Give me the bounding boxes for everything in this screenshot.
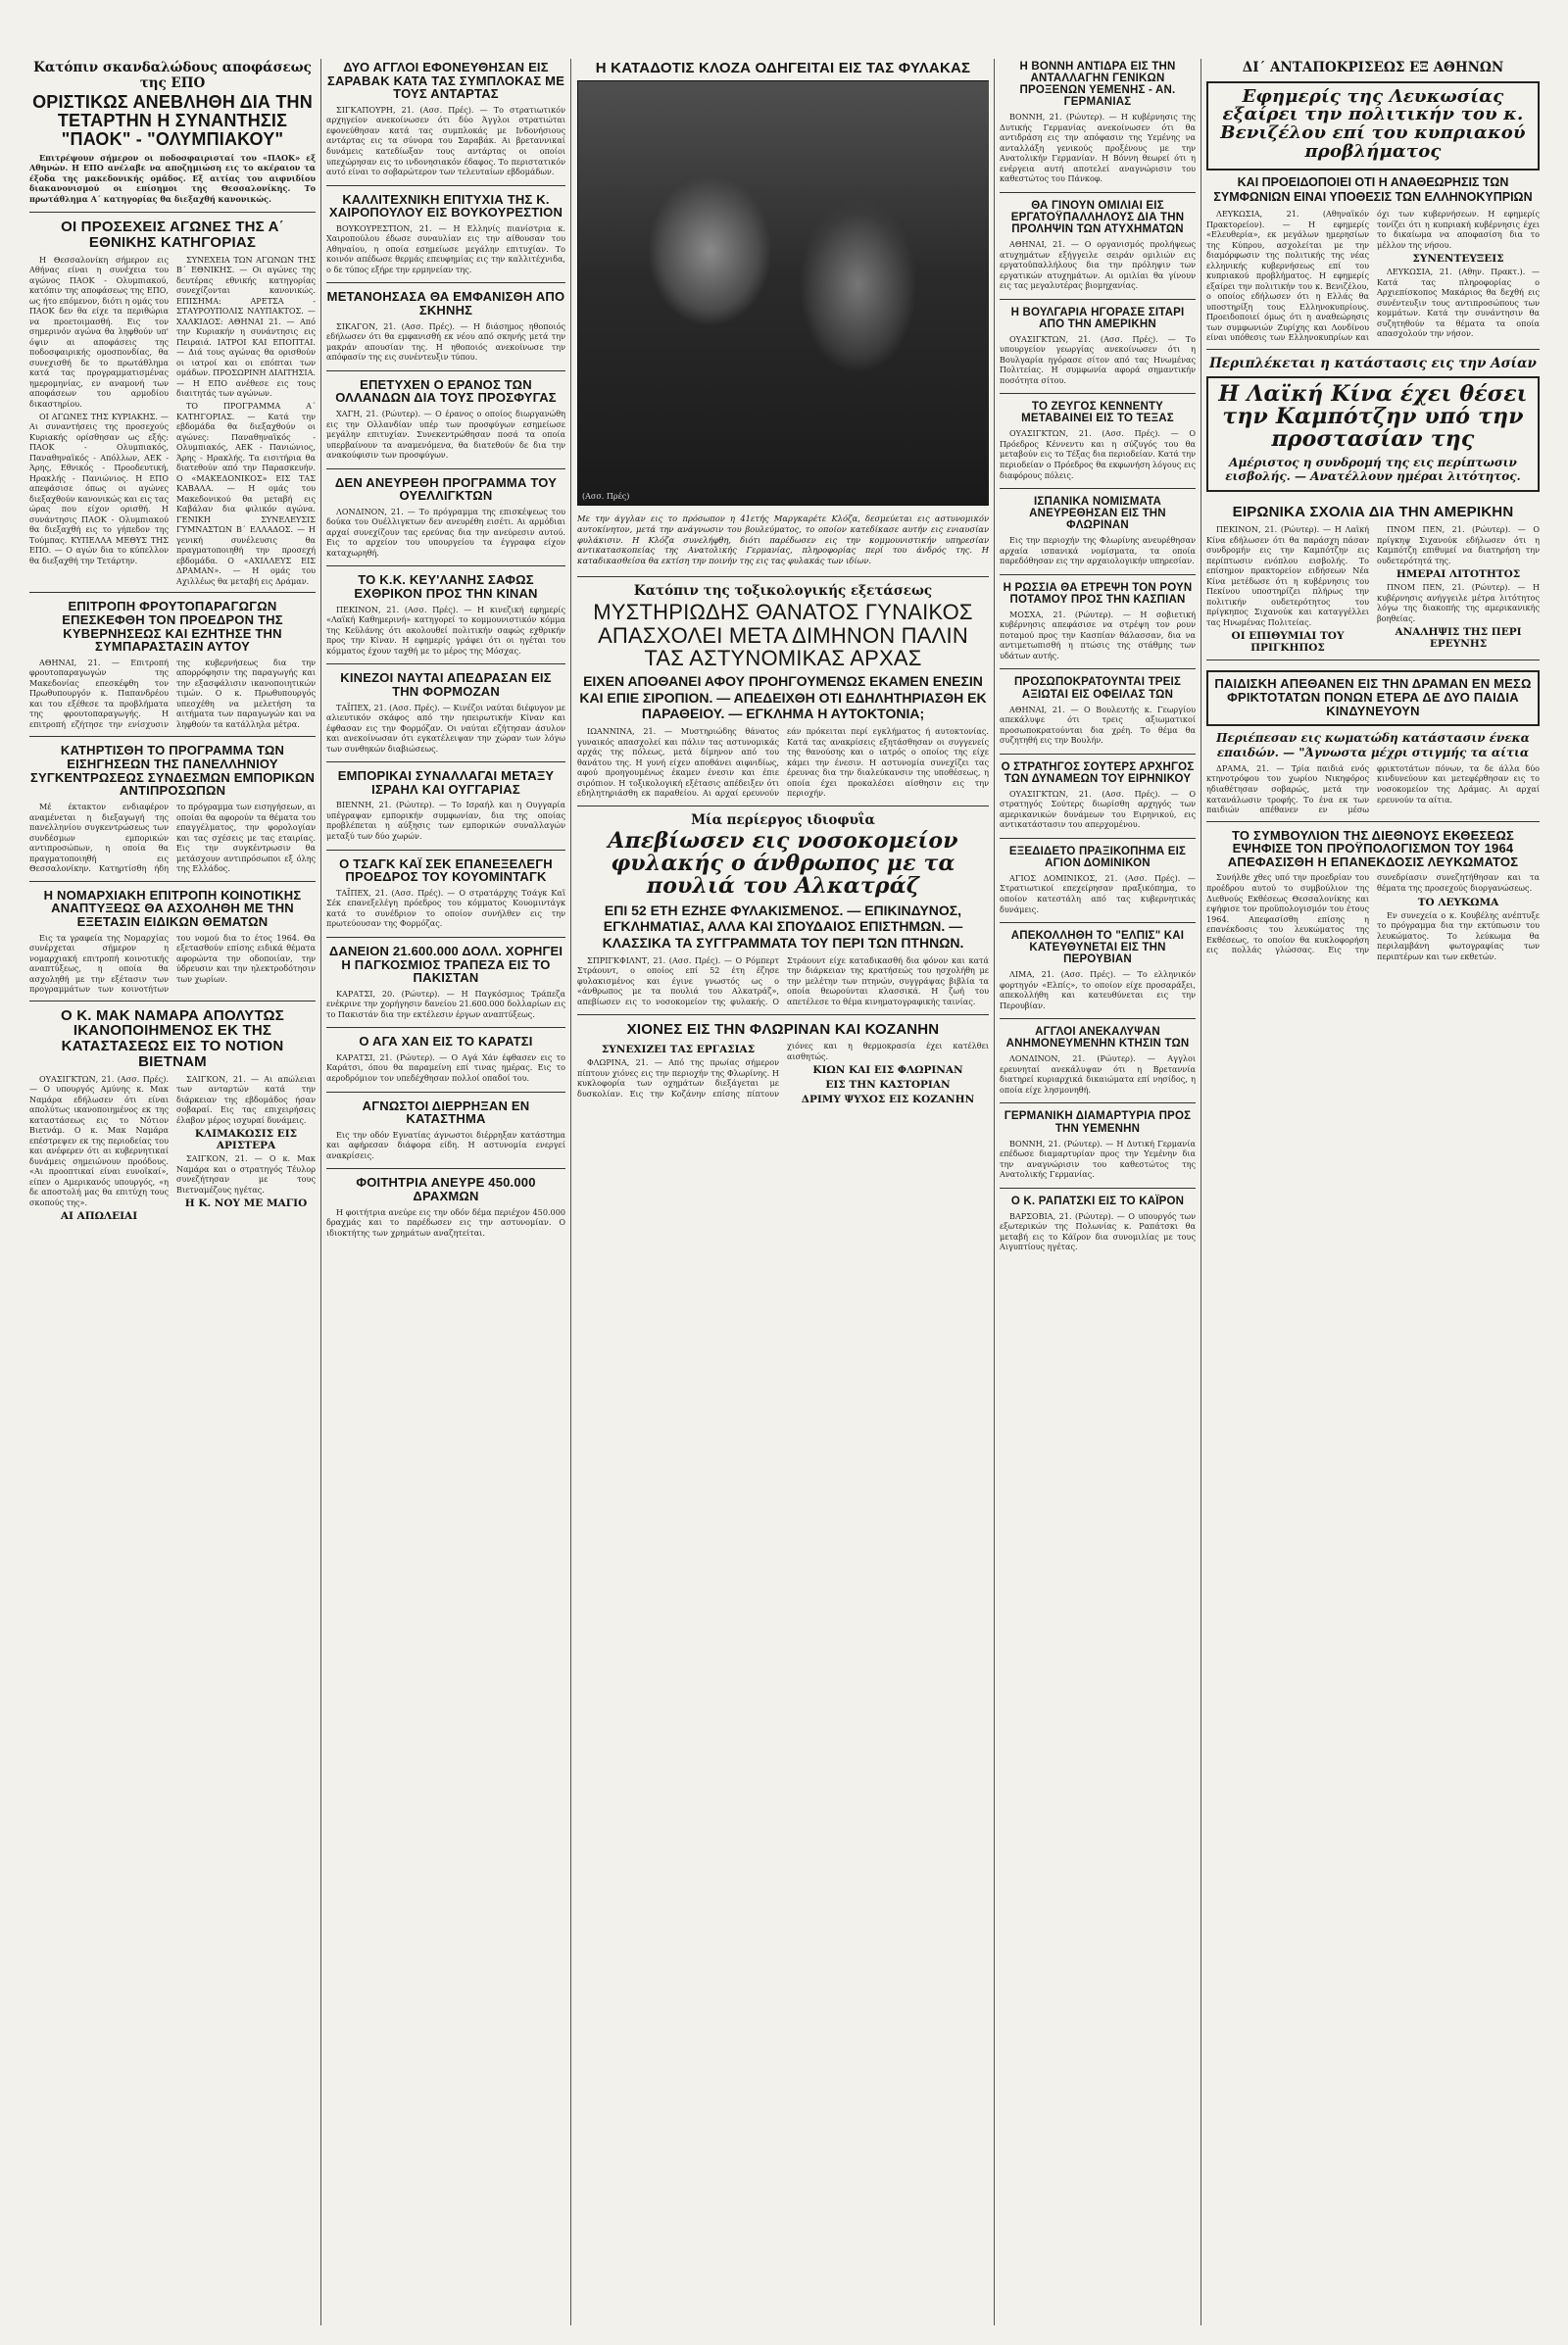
article-body: ΜΟΣΧΑ, 21. (Ρώυτερ). — Η σοβιετική κυβέρνησις απεφάσισε να στρέψη τον ρουν ποταμού προς την Κασπίαν θάλασσαν, δια να αντιμετωπισθή η πτώσις της στάθμης των υδάτων αυτής.	[1000, 609, 1196, 660]
article-body: ΟΥΑΣΙΓΚΤΩΝ, 21. (Ασσ. Πρές). — Ο υπουργός Αμύνης κ. Μακ Ναμάρα εδήλωσεν ότι είναι απολύτως ικανοποιημένος εκ της καταστάσεως εις το Νότιον Βιετνάμ. Ο κ. Μακ Ναμάρα επέστρεψεν εκ της περιοδείας του και ανέφερεν ότι αι κυβερνητικαί δυνάμεις σημειώνουν προόδους. «Αι προοπτικαί είναι ευνοϊκαί», είπεν ο Αμερικανός υπουργός, «η δε αποστολή μας θα επιτύχη τους σκοπούς της».	[29, 1073, 169, 1207]
deck: Αμέριστος η συνδρομή της εις περίπτωσιν εισβολής. — Ανατέλλουν ημέραι λιτότητος.	[1225, 455, 1521, 483]
column-3	[577, 59, 989, 2331]
headline: ΤΟ ΖΕΥΓΟΣ ΚΕΝΝΕΝΤΥ ΜΕΤΑΒΑΙΝΕΙ ΕΙΣ ΤΟ ΤΕΞΑΣ	[1021, 401, 1174, 425]
headline: ΔΕΝ ΑΝΕΥΡΕΘΗ ΠΡΟΓΡΑΜΜΑ ΤΟΥ ΟΥΕΛΛΙΓΚΤΩΝ	[334, 474, 558, 504]
article-officers-debts	[1000, 674, 1196, 747]
headline: Η ΝΟΜΑΡΧΙΑΚΗ ΕΠΙΤΡΟΠΗ ΚΟΙΝΟΤΙΚΗΣ ΑΝΑΠΤΥΞΕΩΣ ΘΑ ΑΣΧΟΛΗΘΗ ΜΕ ΤΗΝ ΕΞΕΤΑΣΙΝ ΕΙΔΙΚΩΝ ΘΕΜΑΤΩΝ	[43, 887, 302, 929]
divider	[1000, 1018, 1196, 1019]
headline: ΕΠΙΤΡΟΠΗ ΦΡΟΥΤΟΠΑΡΑΓΩΓΩΝ ΕΠΕΣΚΕΦΘΗ ΤΟΝ ΠΡΟΕΔΡΟΝ ΤΗΣ ΚΥΒΕΡΝΗΣΕΩΣ ΚΑΙ ΕΖΗΤΗΣΕ ΤΗΝ ΣΥΜΠΑΡΑΣΤΑΣΙΝ ΑΥΤΟΥ	[62, 599, 283, 655]
article-ironic-comments	[1206, 503, 1540, 654]
article-body: Η Θεσσαλονίκη σήμερον εις Αθήνας είναι η συνέχεια του αγώνος ΠΑΟΚ - Ολυμπιακού, κατόπιν της αποφάσεως της ΕΠΟ, ως ήτο επόμενον, διότι η ομάς του ΠΑΟΚ δεν θα είχε τα περιθώρια να προετοιμασθή. Εις τον σημερινόν αγώνα θα ληφθούν υπ' όψιν αι αποφάσεις της ποδοσφαιρικής ομοσπονδίας, θα συνεχισθή δε το πρωτάθλημα κατά τας προγραμματισμένας ημερομηνίας, εν αναμονή των αποφάσεων του αρμοδίου δικαστηρίου.	[29, 254, 169, 409]
headline: Απεβίωσεν εις νοσοκομείον φυλακής ο άνθρωπος με τα πουλιά του Αλκατράζ	[608, 828, 958, 900]
article-columns	[29, 933, 316, 995]
article-national-category	[29, 218, 316, 586]
headline: ΔΑΝΕΙΟΝ 21.600.000 ΔΟΛΛ. ΧΟΡΗΓΕΙ Η ΠΑΓΚΟΣΜΙΟΣ ΤΡΑΠΕΖΑ ΕΙΣ ΤΟ ΠΑΚΙΣΤΑΝ	[328, 943, 564, 986]
article-bonn-yemen	[1000, 59, 1196, 186]
divider	[326, 565, 565, 566]
subheading: Η Κ. ΝΟΥ ΜΕ ΜΑΓΙΟ	[184, 1197, 308, 1210]
headline: Η ΚΑΤΑΔΟΤΙΣ ΚΛΟΖΑ ΟΔΗΓΕΙΤΑΙ ΕΙΣ ΤΑΣ ΦΥΛΑΚΑΣ	[595, 60, 971, 76]
kicker: Μία περίεργος ιδιοφυΐα	[691, 811, 875, 828]
article-body: ΒΟΥΚΟΥΡΕΣΤΙΟΝ, 21. — Η Ελληνίς πιανίστρια κ. Χαιροπούλου έδωσε συναυλίαν εις την αίθουσαν του Αθηναίου, η οποία εσημείωσε μεγάλην επιτυχίαν. Το κοινόν απέδωσε θερμάς επευφημίας εις την καλλιτέχνιδα, ο δε τύπος εξήρε την ερμηνείαν της.	[326, 222, 565, 274]
headline: ΠΑΙΔΙΣΚΗ ΑΠΕΘΑΝΕΝ ΕΙΣ ΤΗΝ ΔΡΑΜΑΝ ΕΝ ΜΕΣΩ ΦΡΙΚΤΟΤΑΤΩΝ ΠΟΝΩΝ ΕΤΕΡΑ ΔΕ ΔΥΟ ΠΑΙΔΙΑ ΚΙΝΔΥΝΕΥΟΥΝ	[1214, 676, 1532, 718]
divider	[1000, 393, 1196, 394]
subheading: ΗΜΕΡΑΙ ΛΙΤΟΤΗΤΟΣ	[1396, 568, 1521, 581]
divider	[326, 663, 565, 664]
article-body: ΒΙΕΝΝΗ, 21. (Ρώυτερ). — Το Ισραήλ και η Ουγγαρία υπέγραψαν εμπορικήν συμφωνίαν, δια της οποίας προβλέπεται η αύξησις των εμπορικών συναλλαγών μεταξύ των δύο χωρών.	[326, 800, 565, 841]
photo-credit: (Ασσ. Πρές)	[582, 491, 630, 501]
article-body: ΛΕΥΚΩΣΙΑ, 21. (Αθην. Πρακτ.). — Κατά τας πληροφορίας ο Αρχιεπίσκοπος Μακάριος θα δεχθή εις συνέντευξιν τους αντιπροσώπους των κομμάτων. Κατά την συνάντησιν θα συζητηθούν τα θέματα τα οποία απασχολούν την νήσον.	[1377, 267, 1540, 339]
divider	[1000, 574, 1196, 575]
article-columns	[577, 955, 989, 1008]
headline: ΦΟΙΤΗΤΡΙΑ ΑΝΕΥΡΕ 450.000 ΔΡΑΧΜΩΝ	[356, 1175, 536, 1203]
deck: Περιέπεσαν εις κωματώδη κατάστασιν ένεκα επαιδών. — "Άγνωστα μέχρι στιγμής τα αίτια	[1216, 731, 1530, 759]
headline: Ο Κ. ΜΑΚ ΝΑΜΑΡΑ ΑΠΟΛΥΤΩΣ ΙΚΑΝΟΠΟΙΗΜΕΝΟΣ ΕΚ ΤΗΣ ΚΑΤΑΣΤΑΣΕΩΣ ΕΙΣ ΤΟ ΝΟΤΙΟΝ ΒΙΕΤΝΑΜ	[61, 1006, 284, 1070]
article-dutch-refugees	[326, 376, 565, 463]
headline: ΟΙ ΠΡΟΣΕΧΕΙΣ ΑΓΩΝΕΣ ΤΗΣ Α΄ ΕΘΝΙΚΗΣ ΚΑΤΗΓΟΡΙΑΣ	[61, 219, 284, 252]
headline: ΑΓΝΩΣΤΟΙ ΔΙΕΡΡΗΞΑΝ ΕΝ ΚΑΤΑΣΤΗΜΑ	[362, 1098, 530, 1127]
divider	[1000, 1188, 1196, 1189]
article-body: ΑΘΗΝΑΙ, 21. — Επιτροπή φρουτοπαραγωγών της Μακεδονίας επεσκέφθη τον Πρωθυπουργόν κ. Παπανδρέου και του εξέθεσε τα προβλήματα της φρουτοπαραγωγής. Η επιτροπή εζήτησε την ενίσχυσιν της κυβερνήσεως δια την απορρόφησιν της παραγωγής και την εξασφάλισιν ικανοποιητικών τιμών. Ο κ. Πρωθυπουργός υπεσχέθη να μελετήση τα αιτήματα των παραγωγών και να ληφθούν τα κατάλληλα μέτρα.	[29, 657, 316, 729]
column-rule	[1200, 59, 1201, 2325]
article-kloza-photo	[577, 59, 989, 570]
article-community-development	[29, 887, 316, 995]
headline: Η ΒΟΝΝΗ ΑΝΤΙΔΡΑ ΕΙΣ ΤΗΝ ΑΝΤΑΛΛΑΓΗΝ ΓΕΝΙΚΩΝ ΠΡΟΞΕΝΩΝ ΥΕΜΕΝΗΣ - ΑΝ. ΓΕΡΜΑΝΙΑΣ	[1019, 61, 1176, 109]
article-body: ΣΑΙΓΚΟΝ, 21. — Ο κ. Μακ Ναμάρα και ο στρατηγός Τέυλορ συνεζήτησαν με τους Βιετναμέζους ηγέτας.	[176, 1153, 316, 1195]
article-body: ΣΥΝΕΧΕΙΑ ΤΩΝ ΑΓΩΝΩΝ ΤΗΣ Β΄ ΕΘΝΙΚΗΣ. — Οι αγώνες της δευτέρας εθνικής κατηγορίας συνεχίζονται κανονικώς. ΕΠΙΣΗΜΑ: ΑΡΕΤΣΑ - ΣΤΑΥΡΟΥΠΟΛΙΣ ΝΑΥΠΑΚΤΟΣ. — ΧΑΛΚΙΔΟΣ: ΑΘΗΝΑΙ 21. — Από την Κυριακήν η συνάντησις εις Πειραιά. ΙΑΤΡΟΙ ΚΑΙ ΕΠΟΠΤΑΙ. — Διά τους αγώνας θα ορισθούν οι ιατροί και οι επόπται των ομάδων. ΠΡΟΣΩΡΙΝΗ ΔΙΑΙΤΗΣΙΑ. — Η ΕΠΟ ανέθεσε εις τους διαιτητάς των αγώνων.	[176, 254, 316, 399]
divider	[29, 592, 316, 593]
kicker: Κατόπιν σκανδαλώδους αποφάσεως της ΕΠΟ	[33, 60, 312, 91]
article-student-found-money	[326, 1174, 565, 1240]
article-body: ΣΑΙΓΚΟΝ, 21. — Αι απώλειαι των ανταρτών κατά την διάρκειαν της εβδομάδος ήσαν σοβαραί. Εις τας επιχειρήσεις έλαβον μέρος ισχυραί δυνάμεις.	[176, 1073, 316, 1125]
headline: ΓΕΡΜΑΝΙΚΗ ΔΙΑΜΑΡΤΥΡΙΑ ΠΡΟΣ ΤΗΝ ΥΕΜΕΝΗΝ	[1004, 1110, 1192, 1135]
article-trade-reps	[29, 742, 316, 874]
article-china-cambodia	[1206, 355, 1540, 498]
article-body: ΧΑΓΗ, 21. (Ρώυτερ). — Ο έρανος ο οποίος διωργανώθη εις την Ολλανδίαν υπέρ των προσφύγων εσημείωσε μεγάλην επιτυχίαν. Συνεκεντρώθησαν ποσά τα οποία υπερβαίνουν τα αναμενόμενα, θα διατεθούν δε δια την ανακούφισιν των προσφύγων.	[326, 409, 565, 461]
kicker: ΔΙ΄ ΑΝΤΑΠΟΚΡΙΣΕΩΣ ΕΞ ΑΘΗΝΩΝ	[1242, 60, 1504, 75]
article-columns	[29, 802, 316, 875]
article-body: ΤΑΪΠΕΧ, 21. (Ασσ. Πρές). — Ο στρατάρχης Τσάγκ Καϊ Σέκ επανεξελέγη πρόεδρος του κόμματος Κουομιντάγκ κατά το συνέδριον το οποίον συνήλθεν εις την πρωτεύουσαν της Φορμόζας.	[326, 887, 565, 929]
divider	[1206, 821, 1540, 822]
article-columns	[577, 726, 989, 800]
divider	[1000, 922, 1196, 923]
divider	[1000, 299, 1196, 300]
divider	[1000, 488, 1196, 489]
headline: ΔΥΟ ΑΓΓΛΟΙ ΕΦΟΝΕΥΘΗΣΑΝ ΕΙΣ ΣΑΡΑΒΑΚ ΚΑΤΑ ΤΑΣ ΣΥΜΠΛΟΚΑΣ ΜΕ ΤΟΥΣ ΑΝΤΑΡΤΑΣ	[326, 60, 565, 102]
headline: ΕΠΕΤΥΧΕΝ Ο ΕΡΑΝΟΣ ΤΩΝ ΟΛΛΑΝΔΩΝ ΔΙΑ ΤΟΥΣ ΠΡΟΣΦΥΓΑΣ	[335, 376, 557, 406]
headline: ΜΥΣΤΗΡΙΩΔΗΣ ΘΑΝΑΤΟΣ ΓΥΝΑΙΚΟΣ ΑΠΑΣΧΟΛΕΙ ΜΕΤΑ ΔΙΜΗΝΟΝ ΠΑΛΙΝ ΤΑΣ ΑΣΤΥΝΟΜΙΚΑΣ ΑΡΧΑΣ	[593, 600, 973, 670]
divider	[1206, 349, 1540, 350]
subheading: ΣΥΝΕΝΤΕΥΞΕΙΣ	[1412, 253, 1504, 266]
headline: ΤΟ Κ.Κ. ΚΕΥ'ΛΑΝΗΣ ΣΑΦΩΣ ΕΧΘΡΙΚΟΝ ΠΡΟΣ ΤΗΝ ΚΙΝΑΝ	[354, 572, 538, 602]
subheading: ΚΙΩΝ ΚΑΙ ΕΙΣ ΦΛΩΡΙΝΑΝ	[812, 1064, 963, 1077]
divider	[29, 1001, 316, 1002]
article-body: Η φοιτήτρια ανεύρε εις την οδόν δέμα περιέχον 450.000 δραχμάς και το παρέδωσεν εις την αστυνομίαν. Ο ιδιοκτήτης των χρημάτων αναζητείται.	[326, 1206, 565, 1238]
article-body: ΑΘΗΝΑΙ, 21. — Ο Βουλευτής κ. Γεωργίου απεκάλυψε ότι τρεις αξιωματικοί προσωποκρατούνται δια χρέη. Το θέμα θα συζητηθή εις την Βουλήν.	[1000, 704, 1196, 746]
divider	[29, 736, 316, 737]
headline: ΑΓΓΛΟΙ ΑΝΕΚΑΛΥΨΑΝ ΑΝΗΜΟΝΕΥΜΕΝΗΝ ΚΤΗΣΙΝ ΤΩΝ	[1005, 1026, 1190, 1050]
divider	[1000, 1102, 1196, 1103]
subheading: ΕΙΣ ΤΗΝ ΚΑΣΤΟΡΙΑΝ	[825, 1079, 951, 1092]
article-bulgaria-wheat	[1000, 305, 1196, 388]
article-body: ΟΥΑΣΙΓΚΤΩΝ, 21. (Ασσ. Πρές). — Ο Πρόεδρος Κέννεντυ και η σύζυγός του θα μεταβούν εις το Τέξας δια περιοδείαν. Κατά την περιοδείαν ο Πρόεδρος θα εκφωνήση λόγους εις διαφόρους πόλεις.	[1000, 428, 1196, 480]
article-accidents	[1000, 198, 1196, 293]
article-body: ΔΡΑΜΑ, 21. — Τρία παιδιά ενός κτηνοτρόφου του χωρίου Νικηφόρος ηδιαθέτησαν σοβαρώς, μετά την κατανάλωσιν τροφής. Το ένα εκ των παιδιών απέθανεν εν μέσω φρικτοτάτων πόνων, τα δε άλλα δύο κινδυνεύουν και μετεφέρθησαν εις το νοσοκομείον της Δράμας. Αι αρχαί ερευνούν τα αίτια.	[1206, 762, 1540, 815]
divider	[326, 1027, 565, 1028]
article-cyprus-newspaper	[1206, 59, 1540, 343]
article-body: Εις την περιοχήν της Φλωρίνης ανευρέθησαν αρχαία ισπανικά νομίσματα, τα οποία παρεδόθησαν εις την αρχαιολογικήν υπηρεσίαν.	[1000, 535, 1196, 566]
article-chiang	[326, 855, 565, 931]
article-general-pacific	[1000, 759, 1196, 832]
article-spanish-coins	[1000, 494, 1196, 568]
divider	[326, 1092, 565, 1093]
subheading: ΑΙ ΑΠΩΛΕΙΑΙ	[60, 1210, 138, 1223]
article-body: ΛΟΝΔΙΝΟΝ, 21. (Ρώυτερ). — Αγγλοι ερευνηταί ανεκάλυψαν ότι η Βρεταννία διατηρεί κυριαρχικά δικαιώματα επί νησίδος, η οποία είχε λησμονηθή.	[1000, 1053, 1196, 1095]
article-body: ΠΝΟΜ ΠΕΝ, 21. (Ρώυτερ). — Ο πρίγκηψ Σιχανούκ εδήλωσεν ότι η Καμπότζη επιθυμεί να διατηρήση την ουδετερότητά της.	[1377, 524, 1540, 565]
article-body: Εν συνεχεία ο κ. Κουβέλης ανέπτυξε το πρόγραμμα δια την εκτύπωσιν του λευκώματος. Το λεύκωμα θα περιλαμβάνη φωτογραφίας των περιπτέρων και των εκθετών.	[1377, 909, 1540, 961]
divider	[29, 212, 316, 213]
headline: ΜΕΤΑΝΟΗΣΑΣΑ ΘΑ ΕΜΦΑΝΙΣΘΗ ΑΠΟ ΣΚΗΝΗΣ	[326, 289, 565, 318]
article-body: ΦΛΩΡΙΝΑ, 21. — Από της πρωίας σήμερον πίπτουν χιόνες εις την περιοχήν της Φλωρίνης. Η κυκλοφορία των οχημάτων διεξάγεται με δυσκολίαν. Εις την Κοζάνην επίσης πίπτουν χιόνες και η θερμοκρασία έχει κατέλθει αισθητώς.	[577, 1041, 989, 1099]
article-aga-khan	[326, 1033, 565, 1085]
headline-box	[1206, 670, 1540, 726]
article-body: ΤΟ ΠΡΟΓΡΑΜΜΑ Α΄ ΚΑΤΗΓΟΡΙΑΣ. — Κατά την εβδομάδα θα διεξαχθούν οι αγώνες: Παναθηναϊκός - Ολυμπιακός, ΑΕΚ - Πανιώνιος, Άρης - Ηρακλής. Τα εισιτήρια θα διατεθούν από την Παρασκευήν. Ο «ΜΑΚΕΔΟΝΙΚΟΣ» ΕΙΣ ΤΑΣ ΚΑΒΑΛΑ. — Η ομάς του Μακεδονικού θα μεταβή εις Καβάλαν δια φιλικόν αγώνα. ΓΕΝΙΚΗ ΣΥΝΕΛΕΥΣΙΣ ΓΥΜΝΑΣΤΩΝ Β΄ ΕΛΛΑΔΟΣ. — Η γενική συνέλευσις θα πραγματοποιηθή την προσεχή εβδομάδα. Ο «ΑΧΙΛΛΕΥΣ ΕΙΣ ΔΡΑΜΑΝ». — Η ομάς του Αχιλλέως θα μεταβή εις Δράμαν.	[176, 401, 316, 586]
subheading: ΟΙ ΕΠΙΘΥΜΙΑΙ ΤΟΥ ΠΡΙΓΚΗΠΟΣ	[1231, 630, 1345, 655]
article-ceylon	[326, 571, 565, 658]
article-columns	[1206, 524, 1540, 654]
headline: ΕΜΠΟΡΙΚΑΙ ΣΥΝΑΛΛΑΓΑΙ ΜΕΤΑΞΥ ΙΣΡΑΗΛ ΚΑΙ ΟΥΓΓΑΡΙΑΣ	[337, 768, 555, 797]
article-mysterious-death	[577, 582, 989, 800]
headline: ΧΙΟΝΕΣ ΕΙΣ ΤΗΝ ΦΛΩΡΙΝΑΝ ΚΑΙ ΚΟΖΑΝΗΝ	[626, 1020, 940, 1038]
divider	[1000, 754, 1196, 755]
divider	[1000, 838, 1196, 839]
article-drama-child	[1206, 665, 1540, 814]
divider	[1000, 668, 1196, 669]
article-body: Μέ έκτακτον ενδιαφέρον αναμένεται η διεξαγωγή της πανελληνίου συγκεντρώσεως των συνδέσμων εμπορικών αντιπροσώπων, η οποία θα πραγματοποιηθή εις Θεσσαλονίκην. Κατηρτίσθη ήδη το πρόγραμμα των εισηγήσεων, αι οποίαι θα αφορούν τα θέματα του επαγγέλματος, την φορολογίαν και τας σχέσεις με τας εταιρίας. Εις την συγκέντρωσιν θα μετάσχουν αντιπρόσωποι εξ όλης της Ελλάδος.	[29, 802, 316, 874]
article-body: ΠΕΚΙΝΟΝ, 21. (Ρώυτερ). — Η Λαϊκή Κίνα εδήλωσεν ότι θα παράσχη πάσαν συνδρομήν εις την Καμπότζην εις περίπτωσιν ενόπλου εισβολής. Το επίσημον πρακτορείον ειδήσεων Νέα Κίνα μετέδωσε ότι η κυβέρνησις του Πεκίνου υποστηρίζει πλήρως την πολιτικήν ουδετερότητος του πρίγκηπος Σιχανούκ και καταγγέλλει τας Ηνωμένας Πολιτείας.	[1206, 524, 1369, 627]
article-body: ΒΟΝΝΗ, 21. (Ρώυτερ). — Η Δυτική Γερμανία επέδωσε διαμαρτυρίαν προς την Υεμένην δια την αναγνώρισιν του καθεστώτος της Ανατολικής Γερμανίας.	[1000, 1138, 1196, 1180]
article-columns	[1206, 763, 1540, 815]
divider	[1000, 192, 1196, 193]
article-russia-river	[1000, 580, 1196, 663]
headline: Ο ΣΤΡΑΤΗΓΟΣ ΣΟΥΤΕΡΣ ΑΡΧΗΓΟΣ ΤΩΝ ΔΥΝΑΜΕΩΝ ΤΟΥ ΕΙΡΗΝΙΚΟΥ	[1001, 760, 1195, 785]
article-snow	[577, 1020, 989, 1106]
column-2	[326, 59, 565, 2331]
article-columns	[577, 1041, 989, 1105]
article-body: Επιτρέψουν σήμερον οι ποδοσφαιρισταί του «ΠΑΟΚ» εξ Αθηνών. Η ΕΠΟ ανέλαβε να αποζημιώση εις το ακέραιον τα έξοδα της μακεδονικής ομάδος. Εξ αιτίας του αιφνιδίου διακανονισμού οι επίσημοι της Θεσσαλονίκης. Το πρωτάθλημα Α΄ κατηγορίας θα διεξαχθή κανονικώς.	[29, 152, 316, 204]
article-pianist	[326, 191, 565, 277]
headline: Η ΡΩΣΣΙΑ ΘΑ ΕΤΡΕΨΗ ΤΟΝ ΡΟΥΝ ΠΟΤΑΜΟΥ ΠΡΟΣ ΤΗΝ ΚΑΣΠΙΑΝ	[1003, 581, 1193, 606]
article-body: ΚΑΡΑΤΣΙ, 21. (Ρώυτερ). — Ο Αγά Χάν έφθασεν εις το Καράτσι, όπου θα παραμείνη επί τινας ημέρας. Εις το αεροδρόμιον τον υπεδέχθησαν πολλοί οπαδοί του.	[326, 1051, 565, 1083]
article-sailors	[326, 669, 565, 756]
deck: ΚΑΙ ΠΡΟΕΙΔΟΠΟΙΕΙ ΟΤΙ Η ΑΝΑΘΕΩΡΗΣΙΣ ΤΩΝ ΣΥΜΦΩΝΙΩΝ ΕΙΝΑΙ ΥΠΟΘΕΣΙΣ ΤΩΝ ΕΛΛΗΝΟΚΥΠΡΙΩΝ	[1213, 175, 1533, 205]
article-alcatraz	[577, 811, 989, 1008]
headline-box	[1206, 81, 1540, 171]
article-columns	[29, 658, 316, 731]
divider	[326, 1168, 565, 1169]
article-body: ΤΑΪΠΕΧ, 21. (Ασσ. Πρές). — Κινέζοι ναύται διέφυγον με αλιευτικόν σκάφος από την ηπειρωτικήν Κίναν και έφθασαν εις την Φορμόζαν. Οι ναύται εζήτησαν άσυλον και ανεκοίνωσαν ότι εγκατέλειψαν την χώραν των λόγω των συνθηκών διαβιώσεως.	[326, 702, 565, 754]
subheading: ΔΡΙΜΥ ΨΥΧΟΣ ΕΙΣ ΚΟΖΑΝΗΝ	[801, 1094, 975, 1106]
divider	[29, 881, 316, 882]
divider	[326, 761, 565, 762]
headline: ΚΑΛΛΙΤΕΧΝΙΚΗ ΕΠΙΤΥΧΙΑ ΤΗΣ Κ. ΧΑΙΡΟΠΟΥΛΟΥ ΕΙΣ ΒΟΥΚΟΥΡΕΣΤΙΟΝ	[328, 191, 564, 220]
article-actress	[326, 288, 565, 364]
article-wellington	[326, 474, 565, 561]
subheading: ΣΥΝΕΧΙΖΕΙ ΤΑΣ ΕΡΓΑΣΙΑΣ	[601, 1044, 756, 1056]
article-body: Συνήλθε χθες υπό την προεδρίαν του προέδρου αυτού το συμβούλιον της Διεθνούς Εκθέσεως Θεσσαλονίκης και εψήφισε τον προϋπολογισμόν του έτους 1964. Απεφασίσθη επίσης η επανέκδοσις του λευκώματος της Εκθέσεως, το οποίον θα κυκλοφορήση εις πολλάς γλώσσας. Εις την συνεδρίασιν συνεζητήθησαν και τα θέματα της προσεχούς διοργανώσεως.	[1206, 872, 1540, 955]
article-columns	[1206, 872, 1540, 961]
article-german-protest	[1000, 1108, 1196, 1181]
column-rule	[994, 59, 995, 2325]
headline: Η Λαϊκή Κίνα έχει θέσει την Καμπότζην υπό την προστασίαν της	[1218, 381, 1528, 453]
column-1	[29, 59, 316, 2331]
article-body: ΚΑΡΑΤΣΙ, 20. (Ρώυτερ). — Η Παγκόσμιος Τράπεζα ενέκρινε την χορήγησιν δανείου 21.600.000 δολλαρίων εις το Πακιστάν δια την εκτέλεσιν έργων αναπτύξεως.	[326, 988, 565, 1019]
article-rapacki	[1000, 1194, 1196, 1254]
news-photo	[577, 80, 989, 506]
headline: ΟΡΙΣΤΙΚΩΣ ΑΝΕΒΛΗΘΗ ΔΙΑ ΤΗΝ ΤΕΤΑΡΤΗΝ Η ΣΥΝΑΝΤΗΣΙΣ "ΠΑΟΚ" - "ΟΛΥΜΠΙΑΚΟΥ"	[32, 92, 313, 149]
headline: ΠΡΟΣΩΠΟΚΡΑΤΟΥΝΤΑΙ ΤΡΕΙΣ ΑΞΙΩΤΑΙ ΕΙΣ ΟΦΕΙΛΑΣ ΤΩΝ	[1013, 676, 1182, 701]
headline: Η ΒΟΥΛΓΑΡΙΑ ΗΓΟΡΑΣΕ ΣΙΤΑΡΙ ΑΠΟ ΤΗΝ ΑΜΕΡΙΚΗΝ	[1010, 306, 1185, 330]
article-columns	[1206, 209, 1540, 343]
article-body: ΙΩΑΝΝΙΝΑ, 21. — Μυστηριώδης θάνατος γυναικός απασχολεί και πάλιν τας αστυνομικάς αρχάς της πόλεως, μετά δίμηνον από του θανάτου της. Η γυνή είχεν αποθάνει αιφνιδίως, αφού προηγουμένως έκαμεν ένεσιν και έπιε σιρόπιον. Η τοξικολογική εξέτασις απέδειξεν ότι εδηλητηριάσθη εκ παραθείου. Αι αρχαί ερευνούν εάν πρόκειται περί εγκλήματος ή αυτοκτονίας. Κατά τας ανακρίσεις εξητάσθησαν οι συγγενείς της θανούσης και ο ιατρός ο οποίος της είχε κάμει την ένεσιν. Η αστυνομία συνεχίζει τας έρευνας δια την διαλεύκανσιν της υποθέσεως, η οποία έχει προκαλέσει αίσθησιν εις την περιοχήν.	[577, 726, 989, 799]
headline: ΕΞΕΔΙΔΕΤΟ ΠΡΑΞΙΚΟΠΗΜΑ ΕΙΣ ΑΓΙΟΝ ΔΟΜΙΝΙΚΟΝ	[1008, 845, 1187, 869]
divider	[577, 576, 989, 577]
headline: ΚΑΤΗΡΤΙΣΘΗ ΤΟ ΠΡΟΓΡΑΜΜΑ ΤΩΝ ΕΙΣΗΓΗΣΕΩΝ ΤΗΣ ΠΑΝΕΛΛΗΝΙΟΥ ΣΥΓΚΕΝΤΡΩΣΕΩΣ ΣΥΝΔΕΣΜΩΝ ΕΜΠΟΡΙΚΩΝ ΑΝΤΙΠΡΟΣΩΠΩΝ	[29, 743, 316, 799]
article-israel-hungary	[326, 767, 565, 843]
article-body: ΟΥΑΣΙΓΚΤΩΝ, 21. (Ασσ. Πρές). — Το υπουργείον γεωργίας ανεκοίνωσεν ότι η Βουλγαρία ηγόρασε σίτον από τας Ηνωμένας Πολιτείας. Η συμφωνία αφορά σημαντικήν ποσότητα σίτου.	[1000, 333, 1196, 385]
column-rule	[320, 59, 321, 2325]
photo-caption: Με την άγγλαν εις το πρόσωπον η 41ετής Μαργκαρέτε Κλόζα, δεσμεύεται εις αστυνομικόν αυτοκίνητον, μετά την ανάγνωσιν του βουλεύματος, το οποίον κατεδίκασε αυτήν εις ενιαυσίαν φυλάκισιν. Η Κλόζα συνελήφθη, διότι παρέδωσεν εις την κομμουνιστικήν υπηρεσίαν αντικατασκοπείας της Ανατολικής Γερμανίας, πληροφορίας περί του άνδρός της. Η καταδικασθείσα θα εκτίση την ποινήν της εις τας φυλακάς των ιδίων.	[577, 513, 989, 566]
headline: ΙΣΠΑΝΙΚΑ ΝΟΜΙΣΜΑΤΑ ΑΝΕΥΡΕΘΗΣΑΝ ΕΙΣ ΤΗΝ ΦΛΩΡΙΝΑΝ	[1029, 496, 1166, 532]
headline: Ο ΑΓΑ ΧΑΝ ΕΙΣ ΤΟ ΚΑΡΑΤΣΙ	[359, 1034, 533, 1050]
article-fruit-growers	[29, 598, 316, 730]
article-body: ΑΓΙΟΣ ΔΟΜΙΝΙΚΟΣ, 21. (Ασσ. Πρές). — Στρατιωτικοί επεχείρησαν πραξικόπημα, το οποίον κατεστάλη από τας κυβερνητικάς δυνάμεις.	[1000, 872, 1196, 914]
article-body: ΟΙ ΑΓΩΝΕΣ ΤΗΣ ΚΥΡΙΑΚΗΣ. — Αι συναντήσεις της προσεχούς Κυριακής ορίσθησαν ως εξής: ΠΑΟΚ - Ολυμπιακός, Παναθηναϊκός - Απόλλων, ΑΕΚ - Άρης, Εθνικός - Προοδευτική, Ηρακλής - Πανιώνιος. Η ΕΠΟ απεφάσισε όπως οι αγώνες διεξαχθούν κανονικώς και εις τας ώρας που είχον ορισθή. Η συνάντησις ΠΑΟΚ - Ολυμπιακού θα διεξαχθή εις το γήπεδον της Τούμπας. ΚΥΠΕΛΛΑ ΜΕΘΥΣ ΤΗΣ ΕΠΟ. — Ο αγών δια το κύπελλον θα διεξαχθή την Τετάρτην.	[29, 411, 169, 565]
kicker: Κατόπιν της τοξικολογικής εξετάσεως	[633, 582, 933, 599]
headline: ΤΟ ΣΥΜΒΟΥΛΙΟΝ ΤΗΣ ΔΙΕΘΝΟΥΣ ΕΚΘΕΣΕΩΣ ΕΨΗΦΙΣΕ ΤΟΝ ΠΡΟΫΠΟΛΟΓΙΣΜΟΝ ΤΟΥ 1964 ΑΠΕΦΑΣΙΣΘΗ Η ΕΠΑΝΕΚΔΟΣΙΣ ΛΕΥΚΩΜΑΤΟΣ	[1227, 827, 1519, 869]
article-body: ΒΟΝΝΗ, 21. (Ρώυτερ). — Η κυβέρνησις της Δυτικής Γερμανίας ανεκοίνωσεν ότι θα αντιδράση εις την απόφασιν της Υεμένης να ανταλλάξη γενικούς προξένους με την Ανατολικήν Γερμανίαν. Η Βόννη θεωρεί ότι η ενέργεια αυτή αποτελεί αναγνώρισιν του καθεστώτος του Πάνκοφ.	[1000, 112, 1196, 184]
article-columns	[29, 255, 316, 587]
article-forgotten-possession	[1000, 1024, 1196, 1097]
deck: ΕΠΙ 52 ΕΤΗ ΕΖΗΣΕ ΦΥΛΑΚΙΣΜΕΝΟΣ. — ΕΠΙΚΙΝΔΥΝΟΣ, ΕΓΚΛΗΜΑΤΙΑΣ, ΑΛΛΑ ΚΑΙ ΣΠΟΥΔΑΙΟΣ ΕΠΙΣΤΗΜΩΝ. — ΚΛΑΣΣΙΚΑ ΤΑ ΣΥΓΓΡΑΜΜΑΤΑ ΤΟΥ ΠΕΡΙ ΤΩΝ ΠΤΗΝΩΝ.	[602, 902, 964, 952]
article-fair-budget	[1206, 827, 1540, 962]
article-sarawak	[326, 59, 565, 179]
article-body: ΟΥΑΣΙΓΚΤΩΝ, 21. (Ασσ. Πρές). — Ο στρατηγός Σούτερς διωρίσθη αρχηγός των αμερικανικών δυνάμεων του Ειρηνικού, εις αντικατάστασιν του απερχομένου.	[1000, 788, 1196, 830]
article-body: ΣΙΓΚΑΠΟΥΡΗ, 21. (Ασσ. Πρές). — Το στρατιωτικόν αρχηγείον ανεκοίνωσεν ότι δύο Άγγλοι στρατιώται εφονεύθησαν κατά τας συμπλοκάς με Ινδονήσιους αντάρτας εις τα σύνορα του Σαραβάκ. Αι βρεταννικαί δυνάμεις κατεδίωξαν τους αντάρτας οι οποίοι υπεχώρησαν εις το ινδονησιακόν έδαφος. Το περιστατικόν αυτό είναι το σοβαρώτερον των τελευταίων εβδομάδων.	[326, 104, 565, 177]
article-body: ΑΘΗΝΑΙ, 21. — Ο οργανισμός προλήψεως ατυχημάτων εξήγγειλε σειράν ομιλιών εις εργατοϋπαλλήλους δια την πρόληψιν των εργατικών ατυχημάτων. Αι ομιλίαι θα γίνουν εις τας μεγαλυτέρας βιομηχανίας.	[1000, 239, 1196, 291]
deck: ΕΙΧΕΝ ΑΠΟΘΑΝΕΙ ΑΦΟΥ ΠΡΟΗΓΟΥΜΕΝΩΣ ΕΚΑΜΕΝ ΕΝΕΣΙΝ ΚΑΙ ΕΠΙΕ ΣΙΡΟΠΙΟΝ. — ΑΠΕΔΕΙΧΘΗ ΟΤΙ ΕΔΗΛΗΤΗΡΙΑΣΘΗ ΕΚ ΠΑΡΑΘΕΙΟΥ. — ΕΓΚΛΗΜΑ Η ΑΥΤΟΚΤΟΝΙΑ;	[579, 672, 987, 722]
divider	[326, 282, 565, 283]
article-body: ΣΙΚΑΓΟΝ, 21. (Ασσ. Πρές). — Η διάσημος ηθοποιός εδήλωσεν ότι θα εμφανισθή εκ νέου από σκηνής μετά την μακράν απουσίαν της. Η ηθοποιός ανεκοίνωσε την απόφασίν της εις συνέντευξιν τύπου.	[326, 320, 565, 363]
kicker: Περιπλέκεται η κατάστασις εις την Ασίαν	[1209, 355, 1537, 371]
headline: ΘΑ ΓΙΝΟΥΝ ΟΜΙΛΙΑΙ ΕΙΣ ΕΡΓΑΤΟΫΠΑΛΛΗΛΟΥΣ ΔΙΑ ΤΗΝ ΠΡΟΛΗΨΙΝ ΤΩΝ ΑΤΥΧΗΜΑΤΩΝ	[1010, 199, 1185, 235]
article-body: ΛΙΜΑ, 21. (Ασσ. Πρές). — Το ελληνικόν φορτηγόν «Ελπίς», το οποίον είχε προσαράξει, απεκολλήθη και κατευθύνεται εις την Περουβίαν.	[1000, 969, 1196, 1010]
headline: Ο Κ. ΡΑΠΑΤΣΚΙ ΕΙΣ ΤΟ ΚΑΪΡΟΝ	[1010, 1195, 1185, 1207]
article-loan-pakistan	[326, 943, 565, 1021]
article-body: Εις την οδόν Εγνατίας άγνωστοι διέρρηξαν κατάστημα και αφήρεσαν διάφορα είδη. Η αστυνομία ενεργεί ανακρίσεις.	[326, 1129, 565, 1160]
divider	[577, 1014, 989, 1015]
article-body: ΛΕΥΚΩΣΙΑ, 21. (Αθηναϊκόν Πρακτορείον). — Η εφημερίς «Ελευθερία», εκ μεγάλων ημερησίων της Κύπρου, ασχολείται με την διαμόρφωσιν της πολιτικής της νέας ελληνικής κυβερνήσεως επί του κυπριακού προβλήματος. Η εφημερίς εξαίρει την πολιτικήν του κ. Βενιζέλου, ο οποίος εδήλωσεν ότι η Ελλάς θα υποστηρίξη τους Ελληνοκυπρίους. Προειδοποιεί όμως ότι η αναθεώρησις των συμφωνιών Ζυρίχης και Λονδίνου είναι υπόθεσις των Ελληνοκυπρίων και όχι των κυβερνήσεων. Η εφημερίς τονίζει ότι η κυπριακή κυβέρνησις έχει το δικαίωμα να αποφασίση δια το μέλλον της νήσου.	[1206, 209, 1540, 343]
divider	[326, 468, 565, 469]
article-body: ΒΑΡΣΟΒΙΑ, 21. (Ρώυτερ). — Ο υπουργός των εξωτερικών της Πολωνίας κ. Ραπάτσκι θα μεταβή εις το Κάϊρον δια συνομιλίας με τους Αιγυπτίους ηγέτας.	[1000, 1210, 1196, 1252]
divider	[326, 185, 565, 186]
article-kennedy-texas	[1000, 399, 1196, 482]
column-rule	[570, 59, 571, 2325]
article-body: ΠΝΟΜ ΠΕΝ, 21. (Ρώυτερ). — Η κυβέρνησις ανήγγειλε μέτρα λιτότητος λόγω της διακοπής της αμερικανικής βοηθείας.	[1377, 582, 1540, 623]
headline: Εφημερίς της Λευκωσίας εξαίρει την πολιτικήν του κ. Βενιζέλου επί του κυπριακού προβλήματος	[1220, 85, 1526, 163]
headline: ΑΠΕΚΟΛΛΗΘΗ ΤΟ "ΕΛΠΙΣ" ΚΑΙ ΚΑΤΕΥΘΥΝΕΤΑΙ ΕΙΣ ΤΗΝ ΠΕΡΟΥΒΙΑΝ	[1010, 930, 1185, 966]
headline-box	[1206, 376, 1540, 492]
article-body: ΣΠΡΙΓΚΦΙΛΝΤ, 21. (Ασσ. Πρές). — Ο Ρόμπερτ Στράουντ, ο οποίος επί 52 έτη έζησε φυλακισμένος και έγινε γνωστός ως ο «άνθρωπος με τα πουλιά του Αλκατράζ», απεβίωσεν εις το νοσοκομείον της φυλακής. Ο Στράουντ είχε καταδικασθή δια φόνον και κατά την διάρκειαν της κρατήσεώς του ησχολήθη με την μελέτην των πτηνών, συγγράψας βιβλία τα οποία θεωρούνται κλασσικά. Η ζωή του απετέλεσε το θέμα κινηματογραφικής ταινίας.	[577, 954, 989, 1006]
subheading: ΑΝΑΛΗΨΙΣ ΤΗΣ ΠΕΡΙ ΕΡΕΥΝΗΣ	[1395, 626, 1522, 651]
article-elpis-ship	[1000, 928, 1196, 1012]
headline: Ο ΤΣΑΓΚ ΚΑΪ ΣΕΚ ΕΠΑΝΕΞΕΛΕΓΗ ΠΡΟΕΔΡΟΣ ΤΟΥ ΚΟΥΟΜΙΝΤΑΓΚ	[339, 855, 553, 885]
subheading: ΚΛΙΜΑΚΩΣΙΣ ΕΙΣ ΑΡΙΣΤΕΡΑ	[194, 1128, 298, 1152]
article-burglary	[326, 1098, 565, 1163]
column-5	[1206, 59, 1540, 2331]
article-body: Εις τα γραφεία της Νομαρχίας συνέρχεται σήμερον η νομαρχιακή επιτροπή κοινοτικής αναπτύξεως, η οποία θα ασχοληθή με την εξέτασιν των προγραμμάτων των κοινοτήτων του νομού δια το έτος 1964. Θα εξετασθούν επίσης ειδικά θέματα αφορώντα την οδοποιίαν, την ύδρευσιν και την ηλεκτροδότησιν των χωρίων.	[29, 932, 316, 995]
subheading: ΤΟ ΛΕΥΚΩΜΑ	[1417, 896, 1499, 908]
article-epo-decision	[29, 59, 316, 206]
article-dominican-coup	[1000, 844, 1196, 916]
column-4	[1000, 59, 1196, 2331]
article-mcnamara	[29, 1006, 316, 1223]
divider	[326, 850, 565, 851]
headline: ΚΙΝΕΖΟΙ ΝΑΥΤΑΙ ΑΠΕΔΡΑΣΑΝ ΕΙΣ ΤΗΝ ΦΟΡΜΟΖΑΝ	[340, 670, 552, 699]
divider	[326, 370, 565, 371]
article-columns	[29, 1074, 316, 1223]
article-body: ΠΕΚΙΝΟΝ, 21. (Ασσ. Πρές). — Η κινεζική εφημερίς «Λαϊκή Καθημερινή» κατηγορεί το κομμουνιστικόν κόμμα της Κεϋλάνης ότι ακολουθεί πολιτικήν σαφώς εχθρικήν προς την Κίναν. Η εφημερίς γράφει ότι οι ηγέται του κόμματος έχουν ταχθή με το μέρος της Μόσχας.	[326, 604, 565, 656]
divider	[326, 937, 565, 938]
headline: ΕΙΡΩΝΙΚΑ ΣΧΟΛΙΑ ΔΙΑ ΤΗΝ ΑΜΕΡΙΚΗΝ	[1232, 504, 1514, 521]
article-body: ΛΟΝΔΙΝΟΝ, 21. — Το πρόγραμμα της επισκέψεως του δούκα του Ουέλλιγκτων δεν ανευρέθη εισέτι. Αι αρμόδιαι αρχαί συνεχίζουν τας ερεύνας δια την ανεύρεσιν αυτού. Εις το αρχείον του υπουργείου τα έγγραφα είχον καταχωρηθή.	[326, 506, 565, 558]
